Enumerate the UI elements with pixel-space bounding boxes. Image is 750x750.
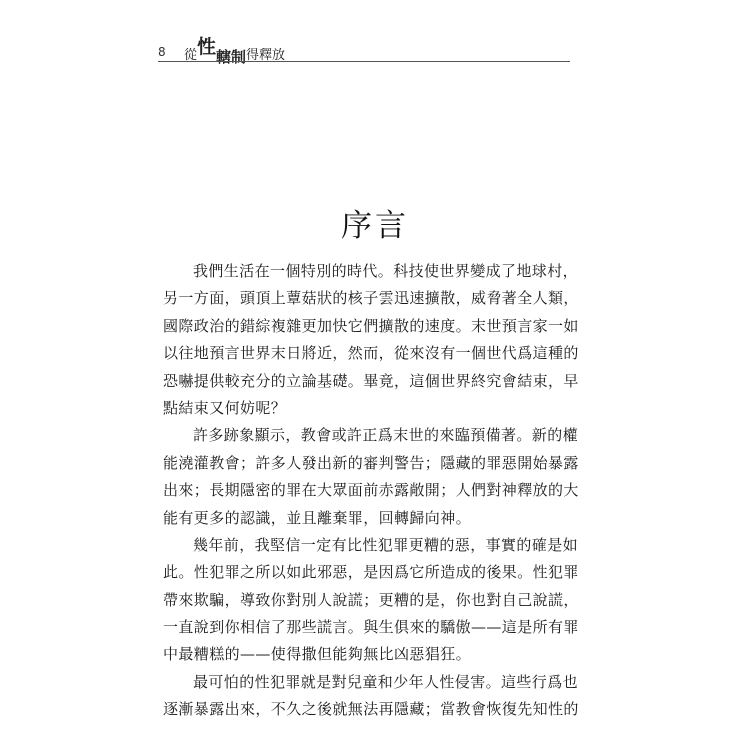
text-line: 恐嚇提供較充分的立論基礎。畢竟，這個世界終究會結束，早	[163, 371, 579, 390]
text-line: 最可怕的性犯罪就是對兒童和少年人性侵害。這些行爲也	[193, 672, 579, 691]
body-text	[163, 258, 578, 724]
text-line: 幾年前，我堅信一定有比性犯罪更糟的惡，事實的確是如	[193, 535, 579, 554]
text-line: 另一方面，頭頂上蕈菇狀的核子雲迅速擴散，威脅著全人類，	[163, 289, 579, 308]
text-line: 中最糟糕的——使得撒但能夠無比凶惡猖狂。	[163, 645, 472, 664]
header-title-part: 得釋放	[246, 48, 286, 63]
text-line: 出來；長期隱密的罪在大眾面前赤露敞開；人們對神釋放的大	[163, 481, 579, 500]
text-line: 我們生活在一個特別的時代。科技使世界變成了地球村，	[193, 262, 579, 280]
text-line: 此。性犯罪之所以如此邪惡，是因爲它所造成的後果。性犯罪	[163, 563, 579, 582]
text-line: 帶來欺騙，導致你對別人說謊；更糟的是，你也對自己說謊，	[163, 590, 579, 609]
text-line: 國際政治的錯綜複雜更加快它們擴散的速度。末世預言家一如	[163, 316, 579, 335]
header-title-part: 轄制	[216, 48, 247, 66]
page-number: 8	[158, 45, 166, 59]
text-line: 能澆灌教會；許多人發出新的審判警告；隱藏的罪惡開始暴露	[163, 453, 579, 472]
running-header	[158, 36, 570, 66]
text-line: 逐漸暴露出來，不久之後就無法再隱藏；當教會恢復先知性的	[163, 700, 579, 719]
text-line: 一直說到你相信了那些謊言。與生俱來的驕傲——這是所有罪	[163, 618, 579, 637]
header-title-part: 性	[197, 36, 217, 58]
running-header-title	[184, 36, 286, 66]
header-rule	[158, 61, 570, 62]
text-line: 點結束又何妨呢？	[163, 398, 287, 417]
header-title-part: 從	[184, 48, 198, 63]
text-line: 能有更多的認識，並且離棄罪，回轉歸向神。	[163, 508, 472, 527]
chapter-title: 序言	[341, 208, 409, 244]
text-line: 以往地預言世界末日將近，然而，從來沒有一個世代爲這種的	[163, 344, 579, 363]
text-line: 許多跡象顯示，教會或許正爲末世的來臨預備著。新的權	[193, 426, 579, 445]
